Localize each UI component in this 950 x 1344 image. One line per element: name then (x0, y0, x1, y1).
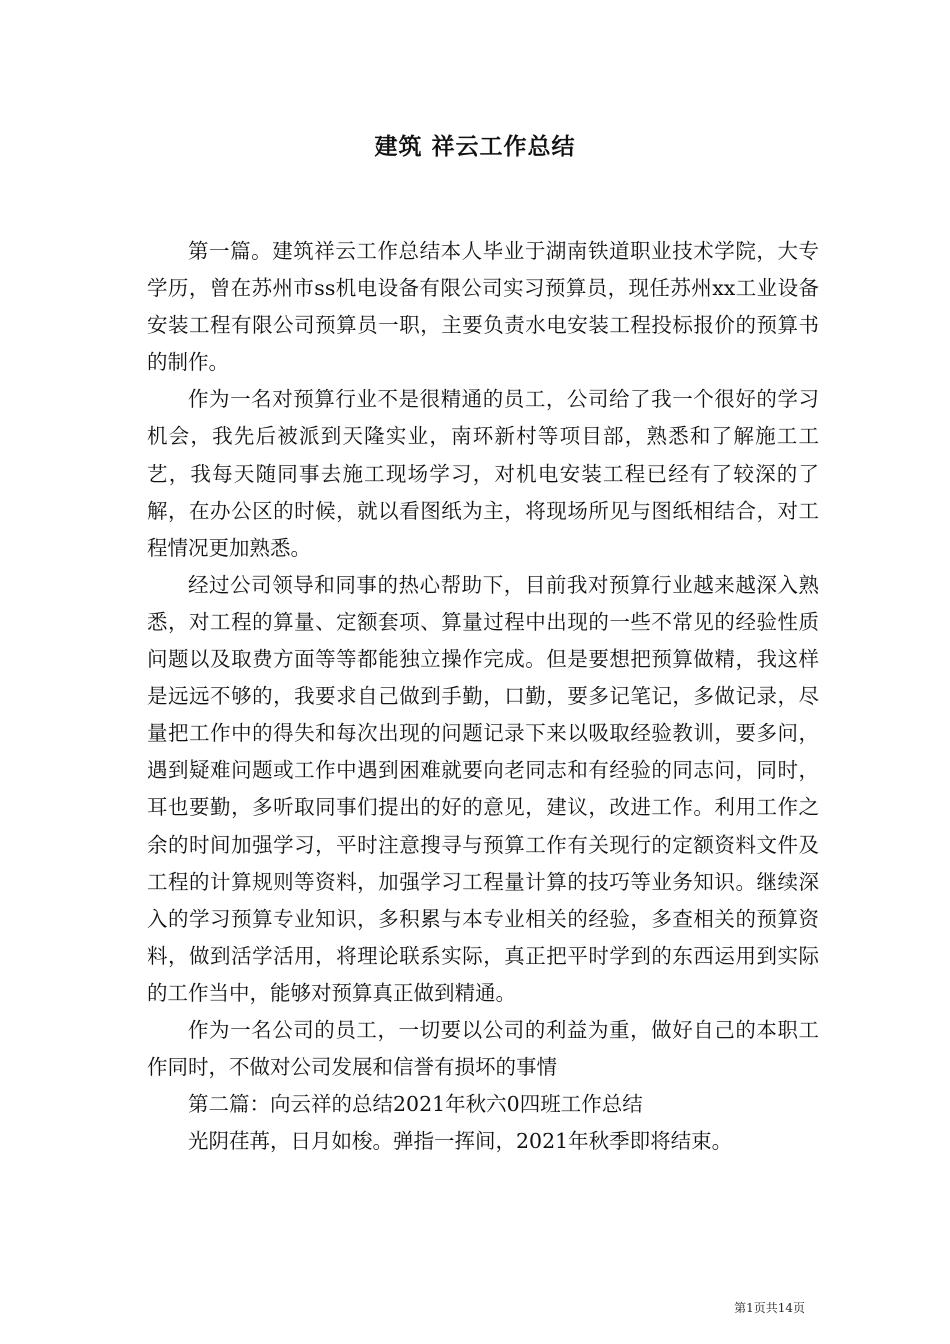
document-title: 建筑 祥云工作总结 (374, 134, 576, 160)
paragraph: 作为一名对预算行业不是很精通的员工，公司给了我一个很好的学习机会，我先后被派到天隆实业，南环新村等项目部，熟悉和了解施工工艺，我每天随同事去施工现场学习，对机电安装工程已经有了较深的了解，在办公区的时候，就以看图纸为主，将现场所见与图纸相结合，对工程情况更加熟悉。 (147, 387, 819, 560)
page-number: 第1页共14页 (734, 1301, 805, 1315)
paragraph: 第一篇。建筑祥云工作总结本人毕业于湖南铁道职业技术学院，大专学历，曾在苏州市ss机电设备有限公司实习预算员，现任苏州xx工业设备安装工程有限公司预算员一职，主要负责水电安装工程投标报价的预算书的制作。 (147, 239, 819, 375)
paragraph: 第二篇：向云祥的总结2021年秋六0四班工作总结 (188, 1092, 643, 1117)
document-body (147, 233, 819, 1160)
paragraph: 作为一名公司的员工，一切要以公司的利益为重，做好自己的本职工作同时，不做对公司发展和信誉有损坏的事情 (147, 1017, 819, 1080)
paragraph: 光阴荏苒，日月如梭。弹指一挥间，2021年秋季即将结束。 (188, 1129, 733, 1154)
paragraph: 经过公司领导和同事的热心帮助下，目前我对预算行业越来越深入熟悉，对工程的算量、定额套项、算量过程中出现的一些不常见的经验性质问题以及取费方面等等都能独立操作完成。但是要想把预算做精，我这样是远远不够的，我要求自己做到手勤，口勤，要多记笔记，多做记录，尽量把工作中的得失和每次出现的问题记录下来以吸取经验教训，要多问，遇到疑难问题或工作中遇到困难就要向老同志和有经验的同志问，同时，耳也要勤，多听取同事们提出的好的意见，建议，改进工作。利用工作之余的时间加强学习，平时注意搜寻与预算工作有关现行的定额资料文件及工程的计算规则等资料，加强学习工程量计算的技巧等业务知识。继续深入的学习预算专业知识，多积累与本专业相关的经验，多查相关的预算资料，做到活学活用，将理论联系实际，真正把平时学到的东西运用到实际的工作当中，能够对预算真正做到精通。 (147, 572, 819, 1005)
